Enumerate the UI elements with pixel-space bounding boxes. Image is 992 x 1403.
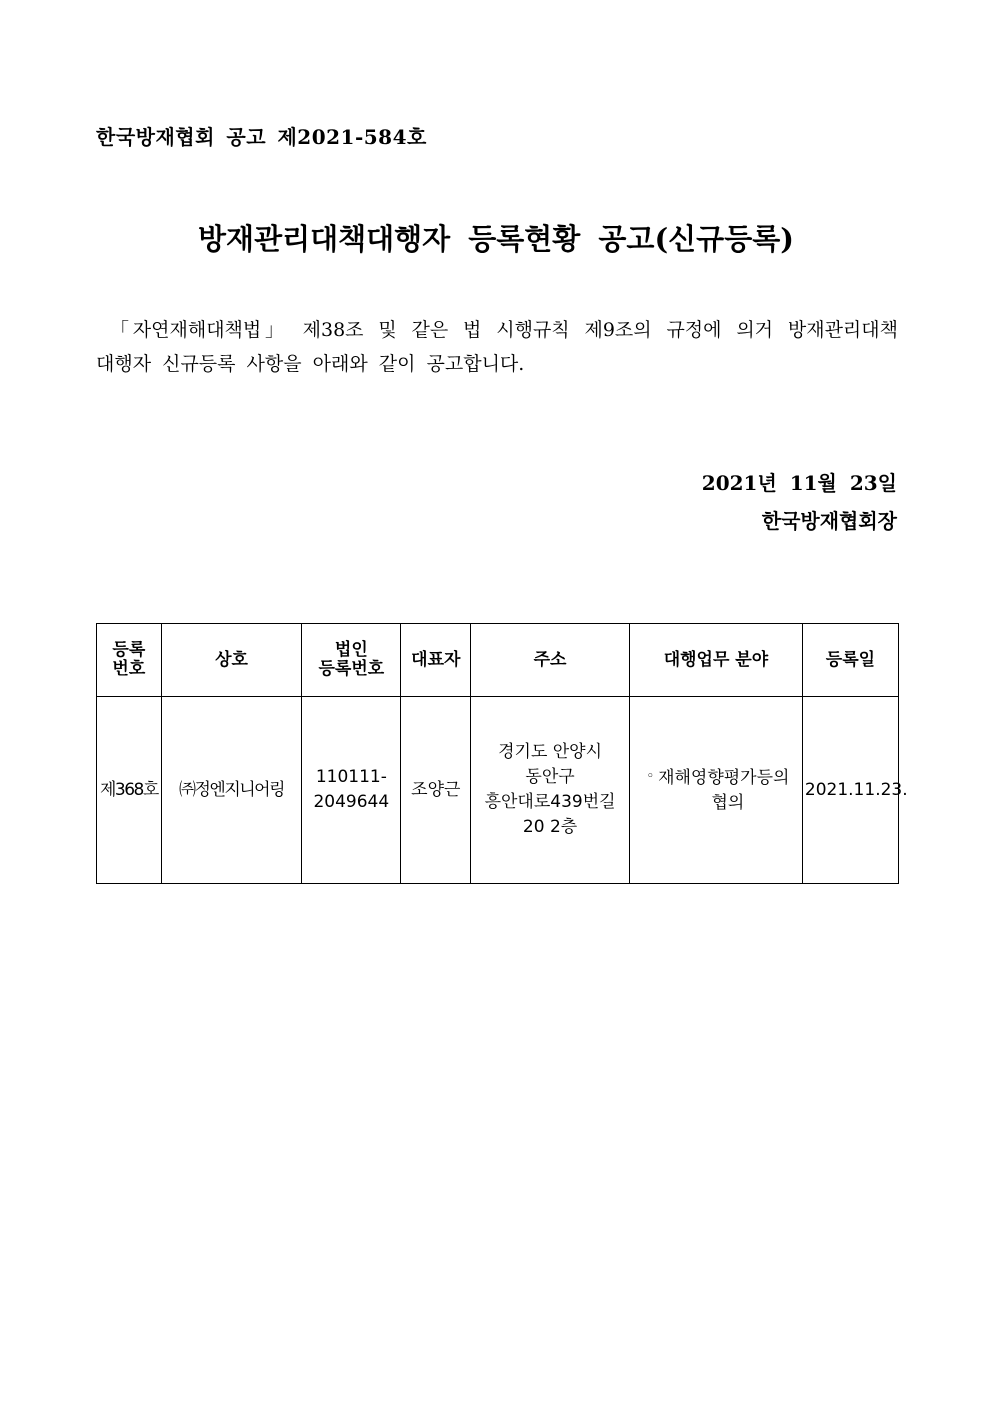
cell-field: ◦ 재해영향평가등의 협의 xyxy=(629,697,802,884)
cell-corp-no: 110111- 2049644 xyxy=(302,697,401,884)
bullet-icon: ◦ xyxy=(646,769,655,784)
header-company: 상호 xyxy=(161,624,302,697)
header-reg-date: 등록일 xyxy=(802,624,898,697)
header-representative: 대표자 xyxy=(401,624,471,697)
body-line-2: 대행자 신규등록 사항을 아래와 같이 공고합니다. xyxy=(96,353,525,375)
cell-company: ㈜정엔지니어링 xyxy=(161,697,302,884)
cell-address: 경기도 안양시 동안구 흥안대로439번길 20 2층 xyxy=(471,697,630,884)
table-header-row xyxy=(97,624,899,697)
header-corp-no: 법인 등록번호 xyxy=(302,624,401,697)
header-field: 대행업무 분야 xyxy=(629,624,802,697)
body-line-1: 「자연재해대책법」 제38조 및 같은 법 시행규칙 제9조의 규정에 의거 방재관리대책 xyxy=(110,319,898,341)
header-reg-no: 등록 번호 xyxy=(97,624,162,697)
header-address: 주소 xyxy=(471,624,630,697)
notice-number: 한국방재협회 공고 제2021-584호 xyxy=(96,125,427,149)
cell-representative: 조양근 xyxy=(401,697,471,884)
registration-table xyxy=(96,623,908,884)
cell-reg-no: 제368호 xyxy=(97,697,162,884)
issuer-name: 한국방재협회장 xyxy=(761,509,897,533)
document-title: 방재관리대책대행자 등록현황 공고(신규등록) xyxy=(198,222,794,256)
notice-body xyxy=(96,313,898,381)
cell-reg-date: 2021.11.23. xyxy=(802,697,898,884)
notice-date: 2021년 11월 23일 xyxy=(701,471,897,495)
table-row xyxy=(97,697,899,884)
